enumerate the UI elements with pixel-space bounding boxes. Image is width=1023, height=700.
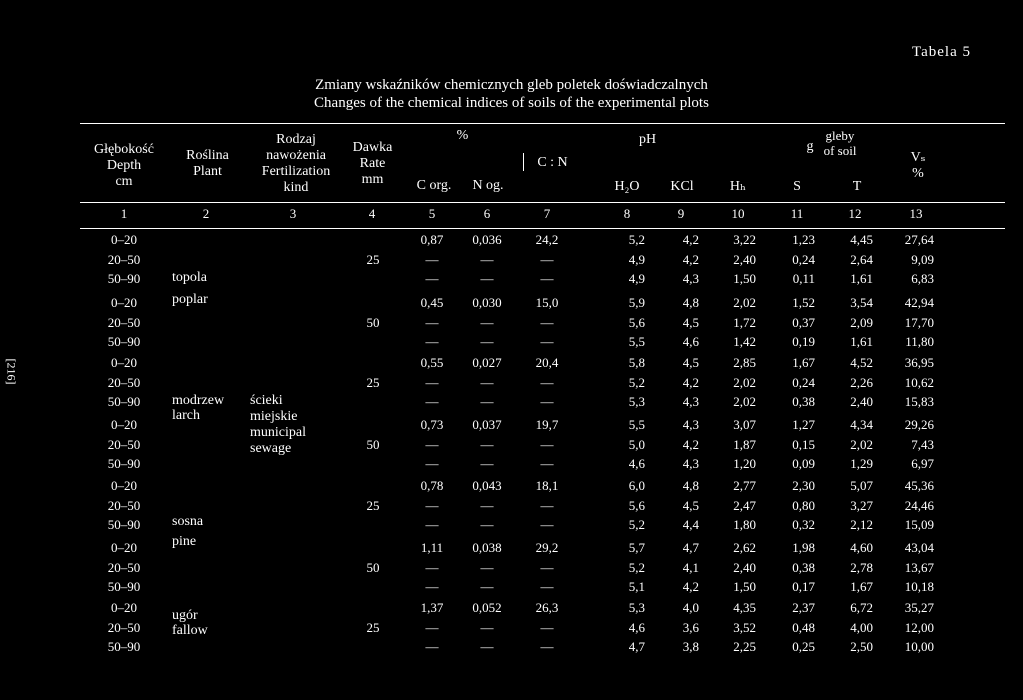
table-cell: 1,67 bbox=[792, 355, 815, 370]
table-cell: 2,37 bbox=[792, 600, 815, 615]
table-cell: 5,6 bbox=[628, 497, 645, 513]
table-cell: — bbox=[540, 497, 554, 513]
table-cell: 0,037 bbox=[472, 417, 502, 432]
table-cell: 2,77 bbox=[733, 478, 756, 493]
table-cell: 0,036 bbox=[472, 232, 502, 247]
depth-cell: 20–50 bbox=[107, 436, 141, 452]
table-cell: 0,55 bbox=[420, 355, 444, 370]
table-cell: 4,2 bbox=[682, 374, 699, 390]
table-cell: 2,40 bbox=[733, 251, 756, 267]
table-cell: — bbox=[425, 559, 439, 575]
table-cell: 4,52 bbox=[850, 355, 873, 370]
table-cell: 4,4 bbox=[682, 517, 699, 532]
table-cell: — bbox=[480, 619, 494, 635]
header-gleby: gleby bbox=[825, 128, 855, 143]
table-cell: 1,50 bbox=[733, 579, 756, 594]
header-c-org: C org. bbox=[416, 178, 452, 193]
depth-cell: 50–90 bbox=[107, 271, 141, 286]
column-number: 9 bbox=[677, 206, 685, 221]
table-cell: 5,0 bbox=[628, 436, 645, 452]
table-cell: 2,62 bbox=[733, 540, 756, 555]
header-bottom-rule bbox=[80, 202, 1005, 203]
table-cell: 2,26 bbox=[850, 374, 873, 390]
table-cell: 45,36 bbox=[904, 478, 934, 493]
depth-cell: 50–90 bbox=[107, 517, 141, 532]
table-cell: 5,8 bbox=[628, 355, 645, 370]
table-cell: 2,02 bbox=[733, 374, 756, 390]
table-cell: — bbox=[480, 271, 494, 286]
header-depth: Głębokość Depth cm bbox=[94, 142, 154, 189]
table-cell: 7,43 bbox=[911, 436, 934, 452]
table-cell: 15,0 bbox=[535, 295, 559, 310]
table-cell: — bbox=[540, 394, 554, 409]
table-cell: 4,6 bbox=[682, 334, 699, 349]
table-cell: 5,9 bbox=[628, 295, 645, 310]
table-cell: 10,62 bbox=[904, 374, 934, 390]
table-cell: 19,7 bbox=[535, 417, 559, 432]
table-cell: — bbox=[480, 579, 494, 594]
table-cell: 5,5 bbox=[628, 417, 645, 432]
table-cell: — bbox=[425, 579, 439, 594]
table-cell: — bbox=[425, 271, 439, 286]
header-s: S bbox=[793, 179, 801, 194]
table-cell: — bbox=[540, 619, 554, 635]
column-number: 4 bbox=[368, 206, 376, 221]
table-cell: 0,87 bbox=[420, 232, 444, 247]
table-cell: — bbox=[540, 517, 554, 532]
table-cell: 2,30 bbox=[792, 478, 815, 493]
header-vs: Vₛ % bbox=[910, 150, 926, 181]
table-cell: 35,27 bbox=[904, 600, 934, 615]
table-cell: 1,29 bbox=[850, 456, 873, 471]
depth-cell: 20–50 bbox=[107, 314, 141, 330]
table-cell: 4,3 bbox=[682, 417, 699, 432]
table-cell: — bbox=[425, 517, 439, 532]
depth-cell: 50–90 bbox=[107, 579, 141, 594]
table-cell: — bbox=[540, 559, 554, 575]
table-top-rule bbox=[80, 123, 1005, 124]
table-cell: 43,04 bbox=[904, 540, 934, 555]
column-number: 3 bbox=[289, 206, 297, 221]
table-cell: 4,9 bbox=[628, 251, 645, 267]
table-cell: 5,2 bbox=[628, 374, 645, 390]
column-number: 12 bbox=[848, 206, 862, 221]
table-cell: 4,5 bbox=[682, 314, 699, 330]
table-cell: 0,24 bbox=[792, 374, 815, 390]
depth-cell: 0–20 bbox=[111, 600, 137, 615]
table-cell: 4,8 bbox=[682, 478, 699, 493]
table-cell: — bbox=[480, 436, 494, 452]
table-cell: — bbox=[425, 251, 439, 267]
table-cell: 5,3 bbox=[628, 394, 645, 409]
table-cell: 24,2 bbox=[535, 232, 559, 247]
table-cell: 0,15 bbox=[792, 436, 815, 452]
table-cell: 18,1 bbox=[535, 478, 559, 493]
column-number: 10 bbox=[731, 206, 745, 221]
page-number-note: [216] bbox=[4, 358, 19, 385]
table-cell: 4,6 bbox=[628, 456, 645, 471]
table-cell: 42,94 bbox=[904, 295, 934, 310]
table-cell: — bbox=[540, 314, 554, 330]
table-cell: — bbox=[480, 251, 494, 267]
table-cell: 1,87 bbox=[733, 436, 756, 452]
table-cell: 29,26 bbox=[904, 417, 934, 432]
table-cell: 3,6 bbox=[682, 619, 699, 635]
table-cell: 1,50 bbox=[733, 271, 756, 286]
table-cell: 1,11 bbox=[420, 540, 444, 555]
table-cell: 1,67 bbox=[850, 579, 873, 594]
table-cell: — bbox=[540, 579, 554, 594]
table-cell: 6,83 bbox=[911, 271, 934, 286]
table-cell: — bbox=[540, 436, 554, 452]
table-cell: 1,98 bbox=[792, 540, 815, 555]
table-cell: — bbox=[425, 374, 439, 390]
table-cell: 0,38 bbox=[792, 394, 815, 409]
table-cell: 0,78 bbox=[420, 478, 444, 493]
table-cell: 0,038 bbox=[472, 540, 502, 555]
table-cell: 0,32 bbox=[792, 517, 815, 532]
table-cell: 20,4 bbox=[535, 355, 559, 370]
table-cell: 4,60 bbox=[850, 540, 873, 555]
depth-cell: 0–20 bbox=[111, 295, 137, 310]
depth-cell: 20–50 bbox=[107, 251, 141, 267]
table-cell: — bbox=[540, 251, 554, 267]
depth-cell: 50–90 bbox=[107, 639, 141, 654]
table-cell: 2,40 bbox=[850, 394, 873, 409]
table-cell: 1,61 bbox=[850, 271, 873, 286]
table-cell: — bbox=[480, 517, 494, 532]
table-cell: 0,80 bbox=[792, 497, 815, 513]
table-cell: 4,3 bbox=[682, 271, 699, 286]
column-number: 8 bbox=[623, 206, 631, 221]
depth-cell: 20–50 bbox=[107, 619, 141, 635]
table-cell: 4,2 bbox=[682, 251, 699, 267]
table-cell: 4,5 bbox=[682, 497, 699, 513]
table-cell: 15,09 bbox=[904, 517, 934, 532]
table-cell: 24,46 bbox=[904, 497, 934, 513]
table-cell: 0,38 bbox=[792, 559, 815, 575]
table-cell: 0,052 bbox=[472, 600, 502, 615]
table-cell: 11,80 bbox=[905, 334, 934, 349]
table-cell: 0,45 bbox=[420, 295, 444, 310]
depth-cell: 50–90 bbox=[107, 394, 141, 409]
table-cell: 4,6 bbox=[628, 619, 645, 635]
header-t: T bbox=[852, 179, 862, 194]
column-number: 13 bbox=[909, 206, 923, 221]
column-number: 6 bbox=[483, 206, 491, 221]
table-cell: — bbox=[425, 394, 439, 409]
header-divider bbox=[523, 153, 524, 171]
depth-cell: 20–50 bbox=[107, 374, 141, 390]
rate-cell: 25 bbox=[366, 251, 380, 267]
table-cell: — bbox=[480, 497, 494, 513]
table-cell: — bbox=[540, 271, 554, 286]
table-cell: — bbox=[540, 639, 554, 654]
table-cell: 29,2 bbox=[535, 540, 559, 555]
table-cell: — bbox=[425, 497, 439, 513]
rate-cell: 50 bbox=[366, 559, 380, 575]
table-cell: 12,00 bbox=[904, 619, 934, 635]
rate-cell: 25 bbox=[366, 497, 380, 513]
column-number: 1 bbox=[120, 206, 128, 221]
plant-pine: sosna pine bbox=[172, 514, 204, 549]
table-cell: 9,09 bbox=[911, 251, 934, 267]
table-label: Tabela 5 bbox=[911, 44, 971, 60]
table-cell: — bbox=[480, 314, 494, 330]
column-number: 11 bbox=[790, 206, 804, 221]
table-cell: 0,24 bbox=[792, 251, 815, 267]
title-polish: Zmiany wskaźników chemicznych gleb poletek doświadczalnych bbox=[315, 77, 708, 93]
table-cell: — bbox=[425, 334, 439, 349]
table-cell: 10,00 bbox=[904, 639, 934, 654]
table-cell: 5,3 bbox=[628, 600, 645, 615]
table-cell: 1,37 bbox=[420, 600, 444, 615]
header-h2o: H₂O bbox=[614, 179, 640, 194]
table-cell: 17,70 bbox=[904, 314, 934, 330]
table-cell: 0,37 bbox=[792, 314, 815, 330]
column-number: 7 bbox=[543, 206, 551, 221]
table-cell: 0,09 bbox=[792, 456, 815, 471]
table-cell: 36,95 bbox=[904, 355, 934, 370]
table-cell: 3,54 bbox=[850, 295, 873, 310]
depth-cell: 20–50 bbox=[107, 497, 141, 513]
table-cell: 5,1 bbox=[628, 579, 645, 594]
table-cell: 5,2 bbox=[628, 559, 645, 575]
table-cell: 5,7 bbox=[628, 540, 645, 555]
header-of-soil: of soil bbox=[823, 143, 857, 158]
header-fertilization: Rodzaj nawożenia Fertilization kind bbox=[261, 132, 331, 195]
table-cell: — bbox=[540, 374, 554, 390]
table-cell: — bbox=[480, 639, 494, 654]
header-rate: Dawka Rate mm bbox=[352, 140, 393, 187]
depth-cell: 0–20 bbox=[111, 417, 137, 432]
header-kcl: KCl bbox=[670, 179, 694, 194]
table-cell: 0,73 bbox=[420, 417, 444, 432]
table-cell: 2,02 bbox=[733, 394, 756, 409]
table-cell: 4,7 bbox=[628, 639, 645, 654]
table-cell: 5,5 bbox=[628, 334, 645, 349]
depth-cell: 0–20 bbox=[111, 355, 137, 370]
table-cell: 4,2 bbox=[682, 232, 699, 247]
rate-cell: 25 bbox=[366, 619, 380, 635]
plant-poplar: topola poplar bbox=[172, 270, 208, 307]
table-cell: — bbox=[425, 456, 439, 471]
column-number: 5 bbox=[428, 206, 436, 221]
table-cell: 2,50 bbox=[850, 639, 873, 654]
column-number: 2 bbox=[202, 206, 210, 221]
table-cell: — bbox=[425, 639, 439, 654]
table-cell: — bbox=[480, 394, 494, 409]
table-cell: 2,85 bbox=[733, 355, 756, 370]
plant-fallow: ugór fallow bbox=[172, 608, 208, 638]
table-cell: 5,6 bbox=[628, 314, 645, 330]
depth-cell: 0–20 bbox=[111, 478, 137, 493]
table-cell: 1,23 bbox=[792, 232, 815, 247]
table-cell: 3,27 bbox=[850, 497, 873, 513]
table-cell: 6,0 bbox=[628, 478, 645, 493]
table-cell: 5,2 bbox=[628, 517, 645, 532]
table-cell: 3,8 bbox=[682, 639, 699, 654]
depth-cell: 50–90 bbox=[107, 334, 141, 349]
table-cell: 4,1 bbox=[682, 559, 699, 575]
fertilization-sewage: ścieki miejskie municipal sewage bbox=[250, 393, 306, 456]
table-cell: 1,61 bbox=[850, 334, 873, 349]
header-hh: Hₕ bbox=[729, 179, 747, 194]
table-cell: 0,027 bbox=[472, 355, 502, 370]
table-cell: — bbox=[425, 314, 439, 330]
table-cell: 6,97 bbox=[911, 456, 934, 471]
table-cell: — bbox=[425, 436, 439, 452]
table-cell: 2,47 bbox=[733, 497, 756, 513]
rate-cell: 25 bbox=[366, 374, 380, 390]
table-cell: 0,48 bbox=[792, 619, 815, 635]
table-cell: 2,02 bbox=[733, 295, 756, 310]
table-cell: 2,12 bbox=[850, 517, 873, 532]
rate-cell: 50 bbox=[366, 436, 380, 452]
table-cell: 26,3 bbox=[535, 600, 559, 615]
table-cell: 4,3 bbox=[682, 456, 699, 471]
table-cell: 3,07 bbox=[733, 417, 756, 432]
table-cell: 4,7 bbox=[682, 540, 699, 555]
table-cell: 2,09 bbox=[850, 314, 873, 330]
table-cell: 27,64 bbox=[904, 232, 934, 247]
table-cell: 4,00 bbox=[850, 619, 873, 635]
header-ph: pH bbox=[638, 132, 657, 147]
table-cell: — bbox=[480, 334, 494, 349]
table-cell: 0,17 bbox=[792, 579, 815, 594]
header-g: g bbox=[806, 139, 814, 154]
table-cell: 4,3 bbox=[682, 394, 699, 409]
table-cell: 1,27 bbox=[792, 417, 815, 432]
table-cell: — bbox=[540, 334, 554, 349]
table-cell: — bbox=[540, 456, 554, 471]
table-cell: 4,9 bbox=[628, 271, 645, 286]
table-cell: 6,72 bbox=[850, 600, 873, 615]
table-cell: — bbox=[480, 374, 494, 390]
title-english: Changes of the chemical indices of soils of the experimental plots bbox=[314, 95, 709, 111]
header-n-og: N og. bbox=[472, 178, 504, 193]
table-cell: 2,64 bbox=[850, 251, 873, 267]
depth-cell: 50–90 bbox=[107, 456, 141, 471]
table-cell: — bbox=[425, 619, 439, 635]
table-cell: 4,0 bbox=[682, 600, 699, 615]
table-cell: 2,78 bbox=[850, 559, 873, 575]
depth-cell: 0–20 bbox=[111, 232, 137, 247]
table-cell: 1,42 bbox=[733, 334, 756, 349]
table-cell: 0,030 bbox=[472, 295, 502, 310]
table-cell: 1,80 bbox=[733, 517, 756, 532]
depth-cell: 0–20 bbox=[111, 540, 137, 555]
table-cell: 2,40 bbox=[733, 559, 756, 575]
table-cell: 4,8 bbox=[682, 295, 699, 310]
table-cell: 3,22 bbox=[733, 232, 756, 247]
header-c-n: C : N bbox=[537, 155, 568, 170]
table-cell: 4,45 bbox=[850, 232, 873, 247]
table-cell: 2,02 bbox=[850, 436, 873, 452]
table-cell: 5,07 bbox=[850, 478, 873, 493]
plant-larch: modrzew larch bbox=[172, 393, 225, 423]
table-cell: 1,20 bbox=[733, 456, 756, 471]
table-cell: 5,2 bbox=[628, 232, 645, 247]
table-cell: 15,83 bbox=[904, 394, 934, 409]
header-percent: % bbox=[456, 128, 469, 143]
table-cell: 1,72 bbox=[733, 314, 756, 330]
table-cell: — bbox=[480, 559, 494, 575]
table-cell: 0,19 bbox=[792, 334, 815, 349]
table-cell: 0,043 bbox=[472, 478, 502, 493]
table-cell: 4,2 bbox=[682, 579, 699, 594]
table-cell: — bbox=[480, 456, 494, 471]
table-cell: 13,67 bbox=[904, 559, 934, 575]
column-number-rule bbox=[80, 228, 1005, 229]
table-cell: 2,25 bbox=[733, 639, 756, 654]
table-cell: 3,52 bbox=[733, 619, 756, 635]
table-cell: 4,35 bbox=[733, 600, 756, 615]
table-cell: 4,2 bbox=[682, 436, 699, 452]
table-cell: 0,25 bbox=[792, 639, 815, 654]
table-cell: 4,34 bbox=[850, 417, 873, 432]
table-cell: 1,52 bbox=[792, 295, 815, 310]
table-cell: 10,18 bbox=[904, 579, 934, 594]
table-cell: 0,11 bbox=[792, 271, 815, 286]
header-plant: Roślina Plant bbox=[186, 148, 229, 179]
rate-cell: 50 bbox=[366, 314, 380, 330]
table-cell: 4,5 bbox=[682, 355, 699, 370]
depth-cell: 20–50 bbox=[107, 559, 141, 575]
